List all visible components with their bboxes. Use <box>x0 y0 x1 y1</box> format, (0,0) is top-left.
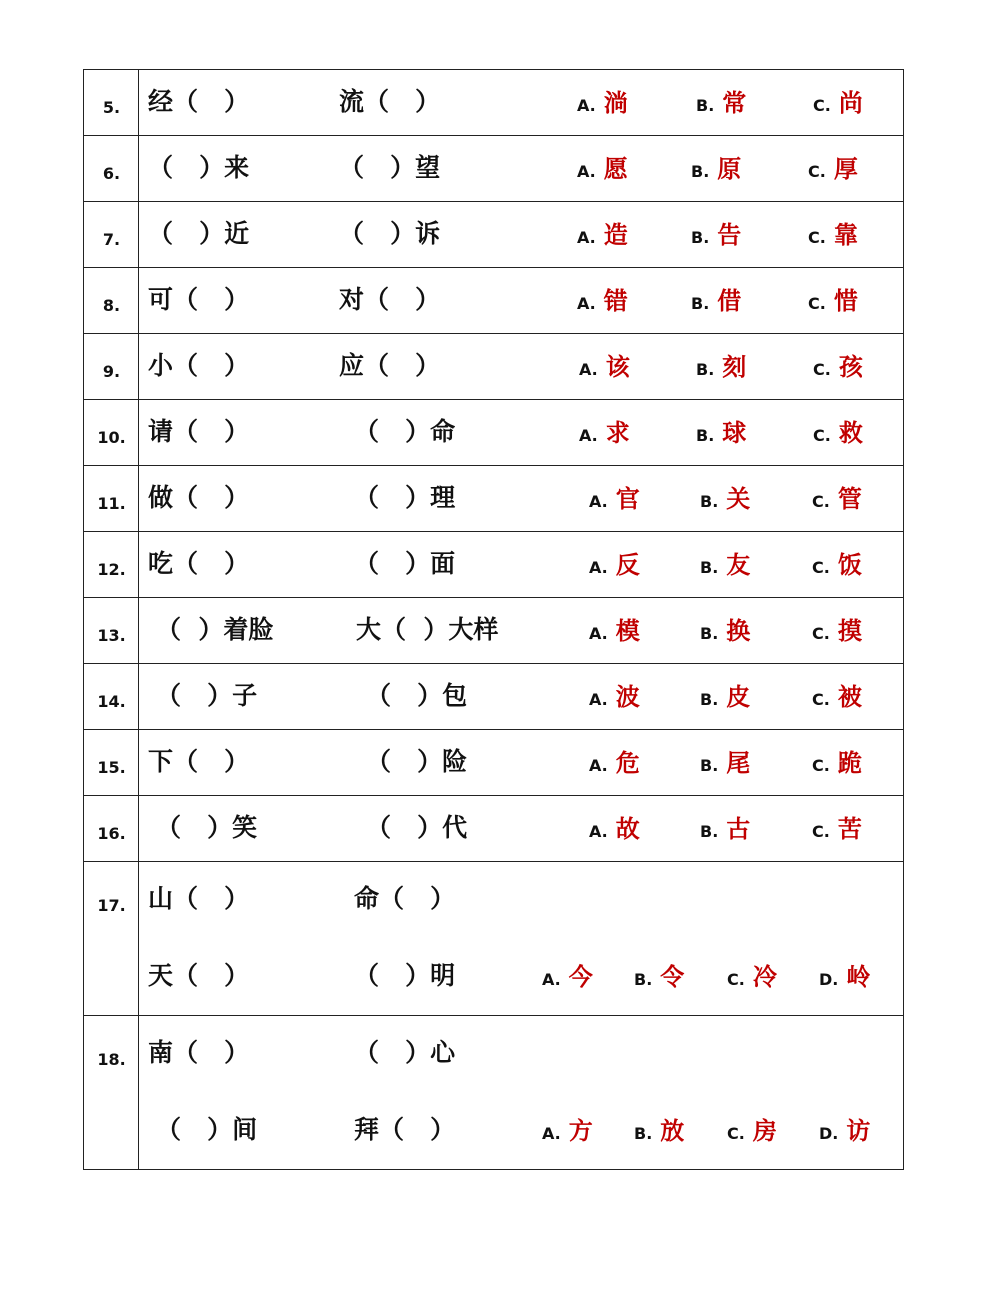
word-blank-1: 请（ ） <box>148 417 250 446</box>
option-c <box>812 751 862 775</box>
word-blank-2: （ ）理 <box>354 483 456 512</box>
option-letter: C. <box>812 822 830 841</box>
option-character: 惜 <box>833 287 858 315</box>
option-a <box>589 487 640 511</box>
option-letter: A. <box>589 822 608 841</box>
option-character: 今 <box>568 963 593 991</box>
option-letter: A. <box>577 294 596 313</box>
word-blank-1: （ ）近 <box>148 219 250 248</box>
option-letter: A. <box>589 624 608 643</box>
word-blank-2: 应（ ） <box>339 351 441 380</box>
option-b <box>691 223 741 247</box>
option-character: 方 <box>568 1117 593 1145</box>
option-character: 原 <box>717 155 742 183</box>
option-character: 访 <box>846 1117 871 1145</box>
word-blank-1: 可（ ） <box>148 285 250 314</box>
option-b <box>691 289 741 313</box>
option-character: 告 <box>717 221 742 249</box>
question-row <box>84 730 903 796</box>
option-character: 官 <box>615 485 640 513</box>
word-blank-1: 下（ ） <box>148 747 250 776</box>
option-letter: A. <box>589 492 608 511</box>
option-a <box>589 751 640 775</box>
option-c <box>812 487 862 511</box>
option-a <box>577 91 628 115</box>
option-character: 借 <box>717 287 742 315</box>
option-character: 管 <box>837 485 862 513</box>
question-number: 18. <box>97 1050 126 1069</box>
option-c <box>727 1119 777 1143</box>
option-character: 皮 <box>726 683 751 711</box>
question-number-cell <box>84 136 139 201</box>
question-number-cell <box>84 598 139 663</box>
option-c <box>808 289 858 313</box>
question-number-cell <box>84 664 139 729</box>
option-d <box>819 965 870 989</box>
option-c <box>808 223 858 247</box>
question-number: 7. <box>102 230 121 249</box>
option-letter: A. <box>579 360 598 379</box>
option-a <box>589 553 640 577</box>
question-row <box>84 532 903 598</box>
question-row <box>84 136 903 202</box>
word-blank-2: （ ）望 <box>339 153 441 182</box>
word-blank-1: 经（ ） <box>148 87 250 116</box>
option-letter: C. <box>813 96 831 115</box>
option-character: 淌 <box>603 89 628 117</box>
option-letter: A. <box>589 558 608 577</box>
option-b <box>700 817 750 841</box>
question-number: 9. <box>102 362 121 381</box>
option-letter: B. <box>634 970 653 989</box>
word-blank-4: （ ）明 <box>354 961 456 990</box>
option-letter: B. <box>696 96 715 115</box>
question-number-cell <box>84 532 139 597</box>
option-c <box>808 157 858 181</box>
question-number-cell <box>84 268 139 333</box>
option-c <box>813 91 863 115</box>
word-blank-1: 做（ ） <box>148 483 250 512</box>
option-character: 苦 <box>837 815 862 843</box>
option-b <box>700 487 750 511</box>
option-a <box>589 817 640 841</box>
question-number: 8. <box>102 296 121 315</box>
option-a <box>542 965 593 989</box>
question-number-cell <box>84 202 139 267</box>
option-character: 求 <box>605 419 630 447</box>
question-number: 11. <box>97 494 126 513</box>
option-character: 换 <box>726 617 751 645</box>
question-row <box>84 334 903 400</box>
option-a <box>542 1119 593 1143</box>
option-c <box>813 421 863 445</box>
word-blank-3: （ ）间 <box>156 1115 258 1144</box>
word-blank-1: 小（ ） <box>148 351 250 380</box>
option-b <box>700 685 750 709</box>
option-a <box>577 157 628 181</box>
word-blank-2: （ ）代 <box>366 813 468 842</box>
option-c <box>727 965 777 989</box>
option-character: 友 <box>726 551 751 579</box>
option-letter: B. <box>691 228 710 247</box>
question-number-cell <box>84 1016 139 1169</box>
option-character: 造 <box>603 221 628 249</box>
option-letter: C. <box>812 558 830 577</box>
question-number: 14. <box>97 692 126 711</box>
word-blank-2: 大（ ）大样 <box>356 615 499 644</box>
question-number-cell <box>84 796 139 861</box>
option-letter: B. <box>696 360 715 379</box>
option-b <box>691 157 741 181</box>
word-blank-1: 南（ ） <box>148 1038 250 1067</box>
option-letter: C. <box>808 162 826 181</box>
option-letter: A. <box>577 228 596 247</box>
question-number-cell <box>84 466 139 531</box>
option-character: 岭 <box>846 963 871 991</box>
option-character: 该 <box>605 353 630 381</box>
question-number: 15. <box>97 758 126 777</box>
option-letter: C. <box>812 756 830 775</box>
option-b <box>696 355 746 379</box>
word-blank-2: 对（ ） <box>339 285 441 314</box>
word-blank-1: （ ）子 <box>156 681 258 710</box>
option-a <box>589 619 640 643</box>
option-b <box>634 965 684 989</box>
word-blank-1: （ ）笑 <box>156 813 258 842</box>
option-c <box>812 619 862 643</box>
question-number-cell <box>84 400 139 465</box>
word-blank-4: 拜（ ） <box>354 1115 456 1144</box>
option-letter: C. <box>727 970 745 989</box>
word-blank-2: 命（ ） <box>354 884 456 913</box>
option-character: 救 <box>838 419 863 447</box>
word-blank-2: 流（ ） <box>339 87 441 116</box>
option-letter: B. <box>700 756 719 775</box>
question-row <box>84 400 903 466</box>
word-blank-2: （ ）包 <box>366 681 468 710</box>
option-character: 刻 <box>722 353 747 381</box>
option-letter: D. <box>819 970 839 989</box>
option-letter: C. <box>813 360 831 379</box>
option-a <box>579 421 630 445</box>
option-character: 摸 <box>837 617 862 645</box>
option-character: 关 <box>726 485 751 513</box>
word-blank-2: （ ）诉 <box>339 219 441 248</box>
option-character: 波 <box>615 683 640 711</box>
option-letter: A. <box>589 690 608 709</box>
question-row-tall <box>84 1016 903 1170</box>
option-letter: C. <box>812 624 830 643</box>
question-row-tall <box>84 862 903 1016</box>
question-row <box>84 202 903 268</box>
option-character: 跪 <box>837 749 862 777</box>
question-number: 13. <box>97 626 126 645</box>
option-letter: B. <box>700 492 719 511</box>
option-character: 故 <box>615 815 640 843</box>
option-letter: A. <box>589 756 608 775</box>
option-character: 常 <box>722 89 747 117</box>
option-letter: B. <box>700 690 719 709</box>
option-a <box>577 223 628 247</box>
option-letter: B. <box>691 162 710 181</box>
question-row <box>84 268 903 334</box>
option-letter: C. <box>812 690 830 709</box>
option-character: 模 <box>615 617 640 645</box>
question-number: 12. <box>97 560 126 579</box>
word-blank-2: （ ）面 <box>354 549 456 578</box>
option-character: 孩 <box>838 353 863 381</box>
option-a <box>579 355 630 379</box>
option-character: 饭 <box>837 551 862 579</box>
word-blank-1: 山（ ） <box>148 884 250 913</box>
option-b <box>700 619 750 643</box>
option-character: 冷 <box>752 963 777 991</box>
option-b <box>634 1119 684 1143</box>
word-blank-2: （ ）心 <box>354 1038 456 1067</box>
option-letter: D. <box>819 1124 839 1143</box>
question-number-cell <box>84 334 139 399</box>
option-letter: A. <box>542 1124 561 1143</box>
question-number: 5. <box>102 98 121 117</box>
question-row <box>84 466 903 532</box>
question-number-cell <box>84 730 139 795</box>
option-character: 尚 <box>838 89 863 117</box>
question-row <box>84 796 903 862</box>
option-character: 厚 <box>833 155 858 183</box>
word-blank-3: 天（ ） <box>148 961 250 990</box>
option-b <box>696 421 746 445</box>
option-letter: B. <box>700 624 719 643</box>
option-b <box>700 553 750 577</box>
word-blank-1: 吃（ ） <box>148 549 250 578</box>
word-blank-1: （ ）着脸 <box>156 615 274 644</box>
option-character: 尾 <box>726 749 751 777</box>
option-character: 令 <box>660 963 685 991</box>
option-c <box>812 685 862 709</box>
option-character: 愿 <box>603 155 628 183</box>
question-number: 6. <box>102 164 121 183</box>
option-a <box>589 685 640 709</box>
word-blank-2: （ ）命 <box>354 417 456 446</box>
option-letter: C. <box>727 1124 745 1143</box>
option-letter: B. <box>700 558 719 577</box>
option-character: 危 <box>615 749 640 777</box>
option-letter: B. <box>700 822 719 841</box>
option-c <box>812 553 862 577</box>
question-number: 17. <box>97 896 126 915</box>
option-c <box>812 817 862 841</box>
option-letter: B. <box>691 294 710 313</box>
question-row <box>84 598 903 664</box>
option-letter: C. <box>808 228 826 247</box>
option-letter: A. <box>577 162 596 181</box>
option-character: 反 <box>615 551 640 579</box>
option-character: 被 <box>837 683 862 711</box>
word-blank-2: （ ）险 <box>366 747 468 776</box>
option-letter: A. <box>577 96 596 115</box>
option-c <box>813 355 863 379</box>
question-number-cell <box>84 862 139 1015</box>
option-a <box>577 289 628 313</box>
question-row <box>84 70 903 136</box>
option-letter: C. <box>813 426 831 445</box>
option-character: 错 <box>603 287 628 315</box>
option-character: 球 <box>722 419 747 447</box>
question-number: 16. <box>97 824 126 843</box>
option-letter: A. <box>542 970 561 989</box>
question-number-cell <box>84 70 139 135</box>
question-number: 10. <box>97 428 126 447</box>
option-letter: B. <box>696 426 715 445</box>
option-letter: B. <box>634 1124 653 1143</box>
option-character: 房 <box>752 1117 777 1145</box>
option-character: 古 <box>726 815 751 843</box>
option-letter: C. <box>812 492 830 511</box>
option-letter: C. <box>808 294 826 313</box>
option-b <box>696 91 746 115</box>
option-character: 放 <box>660 1117 685 1145</box>
worksheet-table <box>83 69 904 1170</box>
option-d <box>819 1119 870 1143</box>
option-character: 靠 <box>833 221 858 249</box>
question-row <box>84 664 903 730</box>
word-blank-1: （ ）来 <box>148 153 250 182</box>
option-b <box>700 751 750 775</box>
option-letter: A. <box>579 426 598 445</box>
